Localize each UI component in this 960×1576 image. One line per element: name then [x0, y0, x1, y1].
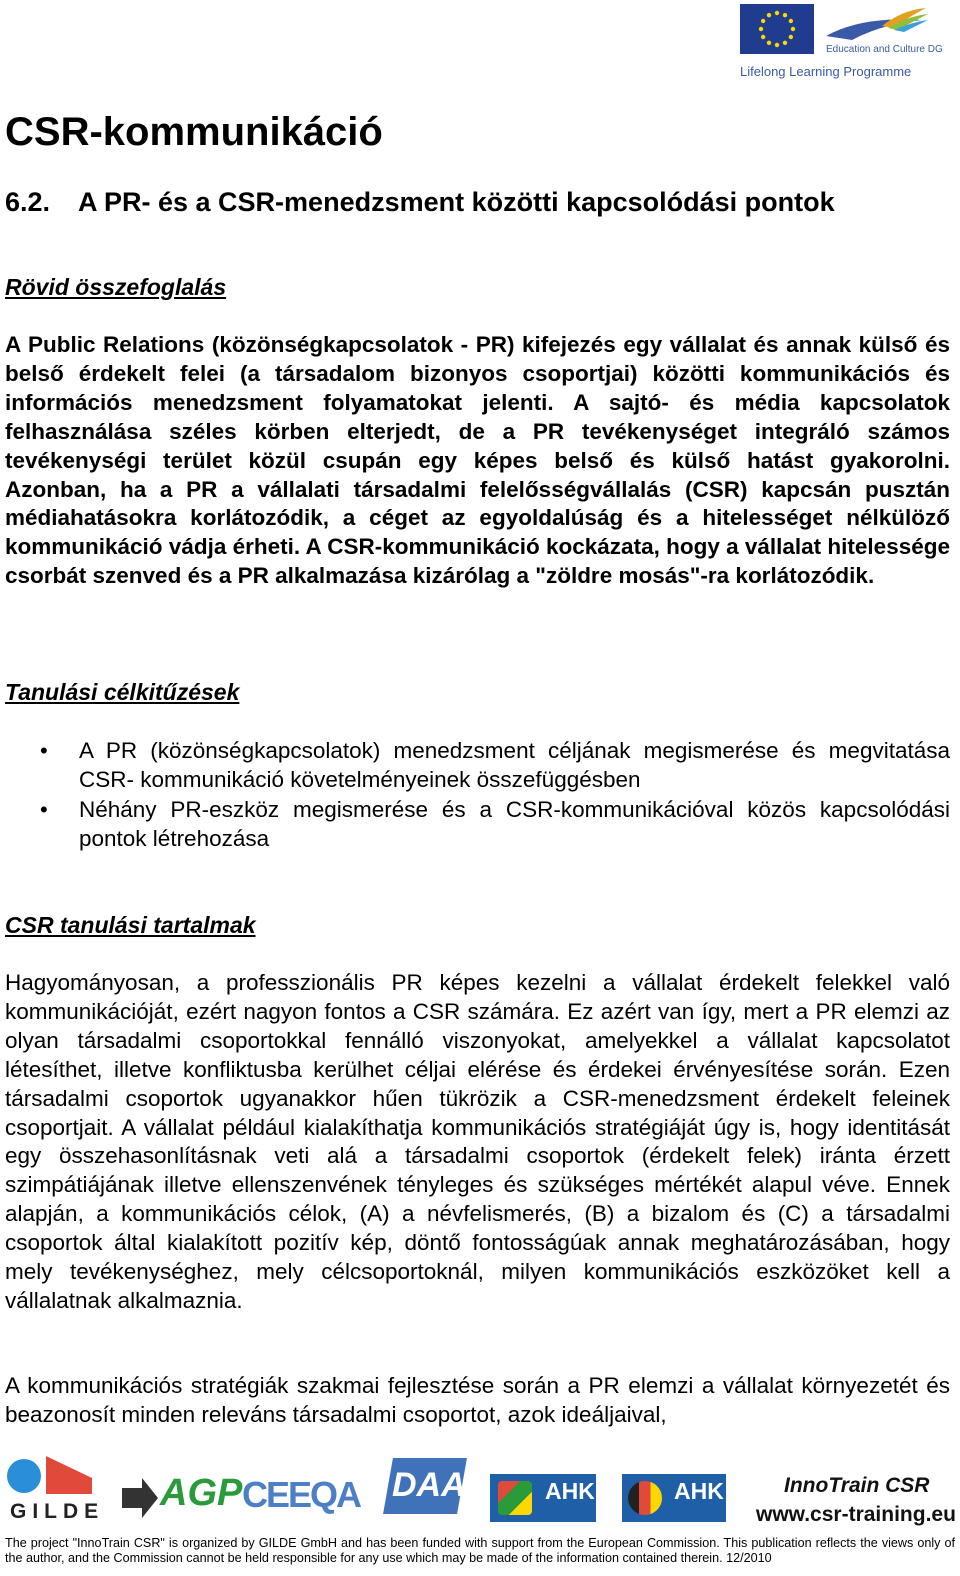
ceeqa-logo: CEEQA: [242, 1474, 361, 1515]
section-number: 6.2.: [5, 187, 51, 217]
programme-label: Lifelong Learning Programme: [740, 64, 912, 79]
section-title: A PR- és a CSR-menedzsment közötti kapcsolódási pontok: [78, 187, 835, 217]
daa-logo: DAA: [392, 1466, 466, 1504]
eu-star-icon: [767, 13, 771, 17]
agp-arrow-icon: [120, 1476, 160, 1520]
eu-star-icon: [789, 35, 793, 39]
education-culture-wing-icon: [822, 6, 930, 46]
agp-logo: AGP: [160, 1472, 243, 1514]
section-heading: [5, 185, 835, 219]
eu-star-icon: [767, 41, 771, 45]
objective-item: • Néhány PR-eszköz megismerése és a CSR-kommunikációval közös kapcsolódási pontok létrehozása: [0, 796, 950, 854]
summary-heading: Rövid összefoglalás: [5, 274, 227, 300]
content-paragraph-2: A kommunikációs stratégiák szakmai fejlesztése során a PR elemzi a vállalat környezetét és beazonosít minden releváns társadalmi csoportot, azok ideáljaival,: [5, 1373, 950, 1427]
ahk-logo-2: AHK: [674, 1478, 724, 1504]
ahk-logo-1: AHK: [545, 1478, 595, 1504]
eu-star-icon: [775, 43, 779, 47]
project-url: www.csr-training.eu: [756, 1503, 956, 1526]
eu-star-icon: [791, 27, 795, 31]
objective-item: • A PR (közönségkapcsolatok) menedzsment céljának megismerése és megvitatása CSR- kommunikáció követelményeinek összefüggésben: [0, 737, 950, 795]
eu-star-icon: [759, 27, 763, 31]
country-flag-icon: [498, 1481, 532, 1515]
partner-logos: [0, 1452, 960, 1536]
dg-label: Education and Culture DG: [826, 44, 943, 55]
summary-paragraph: A Public Relations (közönségkapcsolatok - PR) kifejezés egy vállalat és annak külső és belső érdekelt felei (a társadalom bizonyos csoportjai) közötti kommunikációs és információs menedzsment folyamatokat jelenti. A sajtó- és média kapcsolatok felhasználása széles körben elterjedt, de a PR tevékenységet integráló számos tevékenységi terület közül csupán egy képes belső és külső hatást gyakorolni. Azonban, ha a PR a vállalati társadalmi felelősségvállalás (CSR) kapcsán pusztán médiahatásokra korlátozódik, a céget az egyoldalúság és a hitelességet nélkülöző kommunikáció vádja érheti. A CSR-kommunikáció kockázata, hogy a vállalat hitelessége csorbát szenved és a PR alkalmazása kizárólag a "zöldre mosás"-ra korlátozódik.: [5, 332, 950, 589]
eu-flag-icon: [740, 4, 814, 54]
page-title: CSR-kommunikáció: [5, 110, 383, 154]
gilde-logo-text: GILDE: [10, 1500, 105, 1523]
objectives-list: [0, 737, 950, 855]
eu-star-icon: [761, 19, 765, 23]
eu-star-icon: [783, 41, 787, 45]
eu-star-icon: [783, 13, 787, 17]
eu-star-icon: [761, 35, 765, 39]
innotrain-label: InnoTrain CSR: [784, 1474, 930, 1497]
content-heading: CSR tanulási tartalmak: [5, 912, 256, 938]
eu-star-icon: [789, 19, 793, 23]
objectives-heading: Tanulási célkitűzések: [5, 679, 240, 705]
eu-star-icon: [775, 11, 779, 15]
funding-disclaimer: The project "InnoTrain CSR" is organized by GILDE GmbH and has been funded with support from the European Commission. This publication reflects the views only of the author, and the Commission cannot be held responsible for any use which may be made of the information contained therein. 12/2010: [5, 1536, 955, 1565]
eu-programme-logo: [740, 4, 943, 84]
germany-uk-flag-icon: [628, 1481, 662, 1515]
content-paragraph-1: Hagyományosan, a professzionális PR képes kezelni a vállalat érdekelt felekkel való kommunikációját, ezért nagyon fontos a CSR számára. Ez azért van így, mert a PR elemzi az olyan társadalmi csoportokkal fennálló viszonyokat, amelyekkel a vállalat kapcsolatot létesíthet, illetve konfliktusba kerülhet céljai elérése és érdekei érvényesítése során. Ezen társadalmi csoportok ugyanakkor hűen tükrözik a CSR-menedzsment érdekelt feleinek csoportjait. A vállalat például kialakíthatja kommunikációs stratégiáját úgy is, hogy identitását egy összehasonlításnak veti alá a társadalmi csoportok (érdekelt felek) iránta érzett szimpátiájának illetve ellenszenvének tényleges és szükséges mértékét alapul véve. Ennek alapján, a kommunikációs célok, (A) a névfelismerés, (B) a bizalom és (C) a társadalmi csoportok által kialakított pozitív kép, döntő fontosságúak annak meghatározásában, hogy mely tevékenységhez, mely célcsoportoknál, milyen kommunikációs eszközöket kell a vállalatnak alkalmaznia.: [5, 970, 950, 1313]
